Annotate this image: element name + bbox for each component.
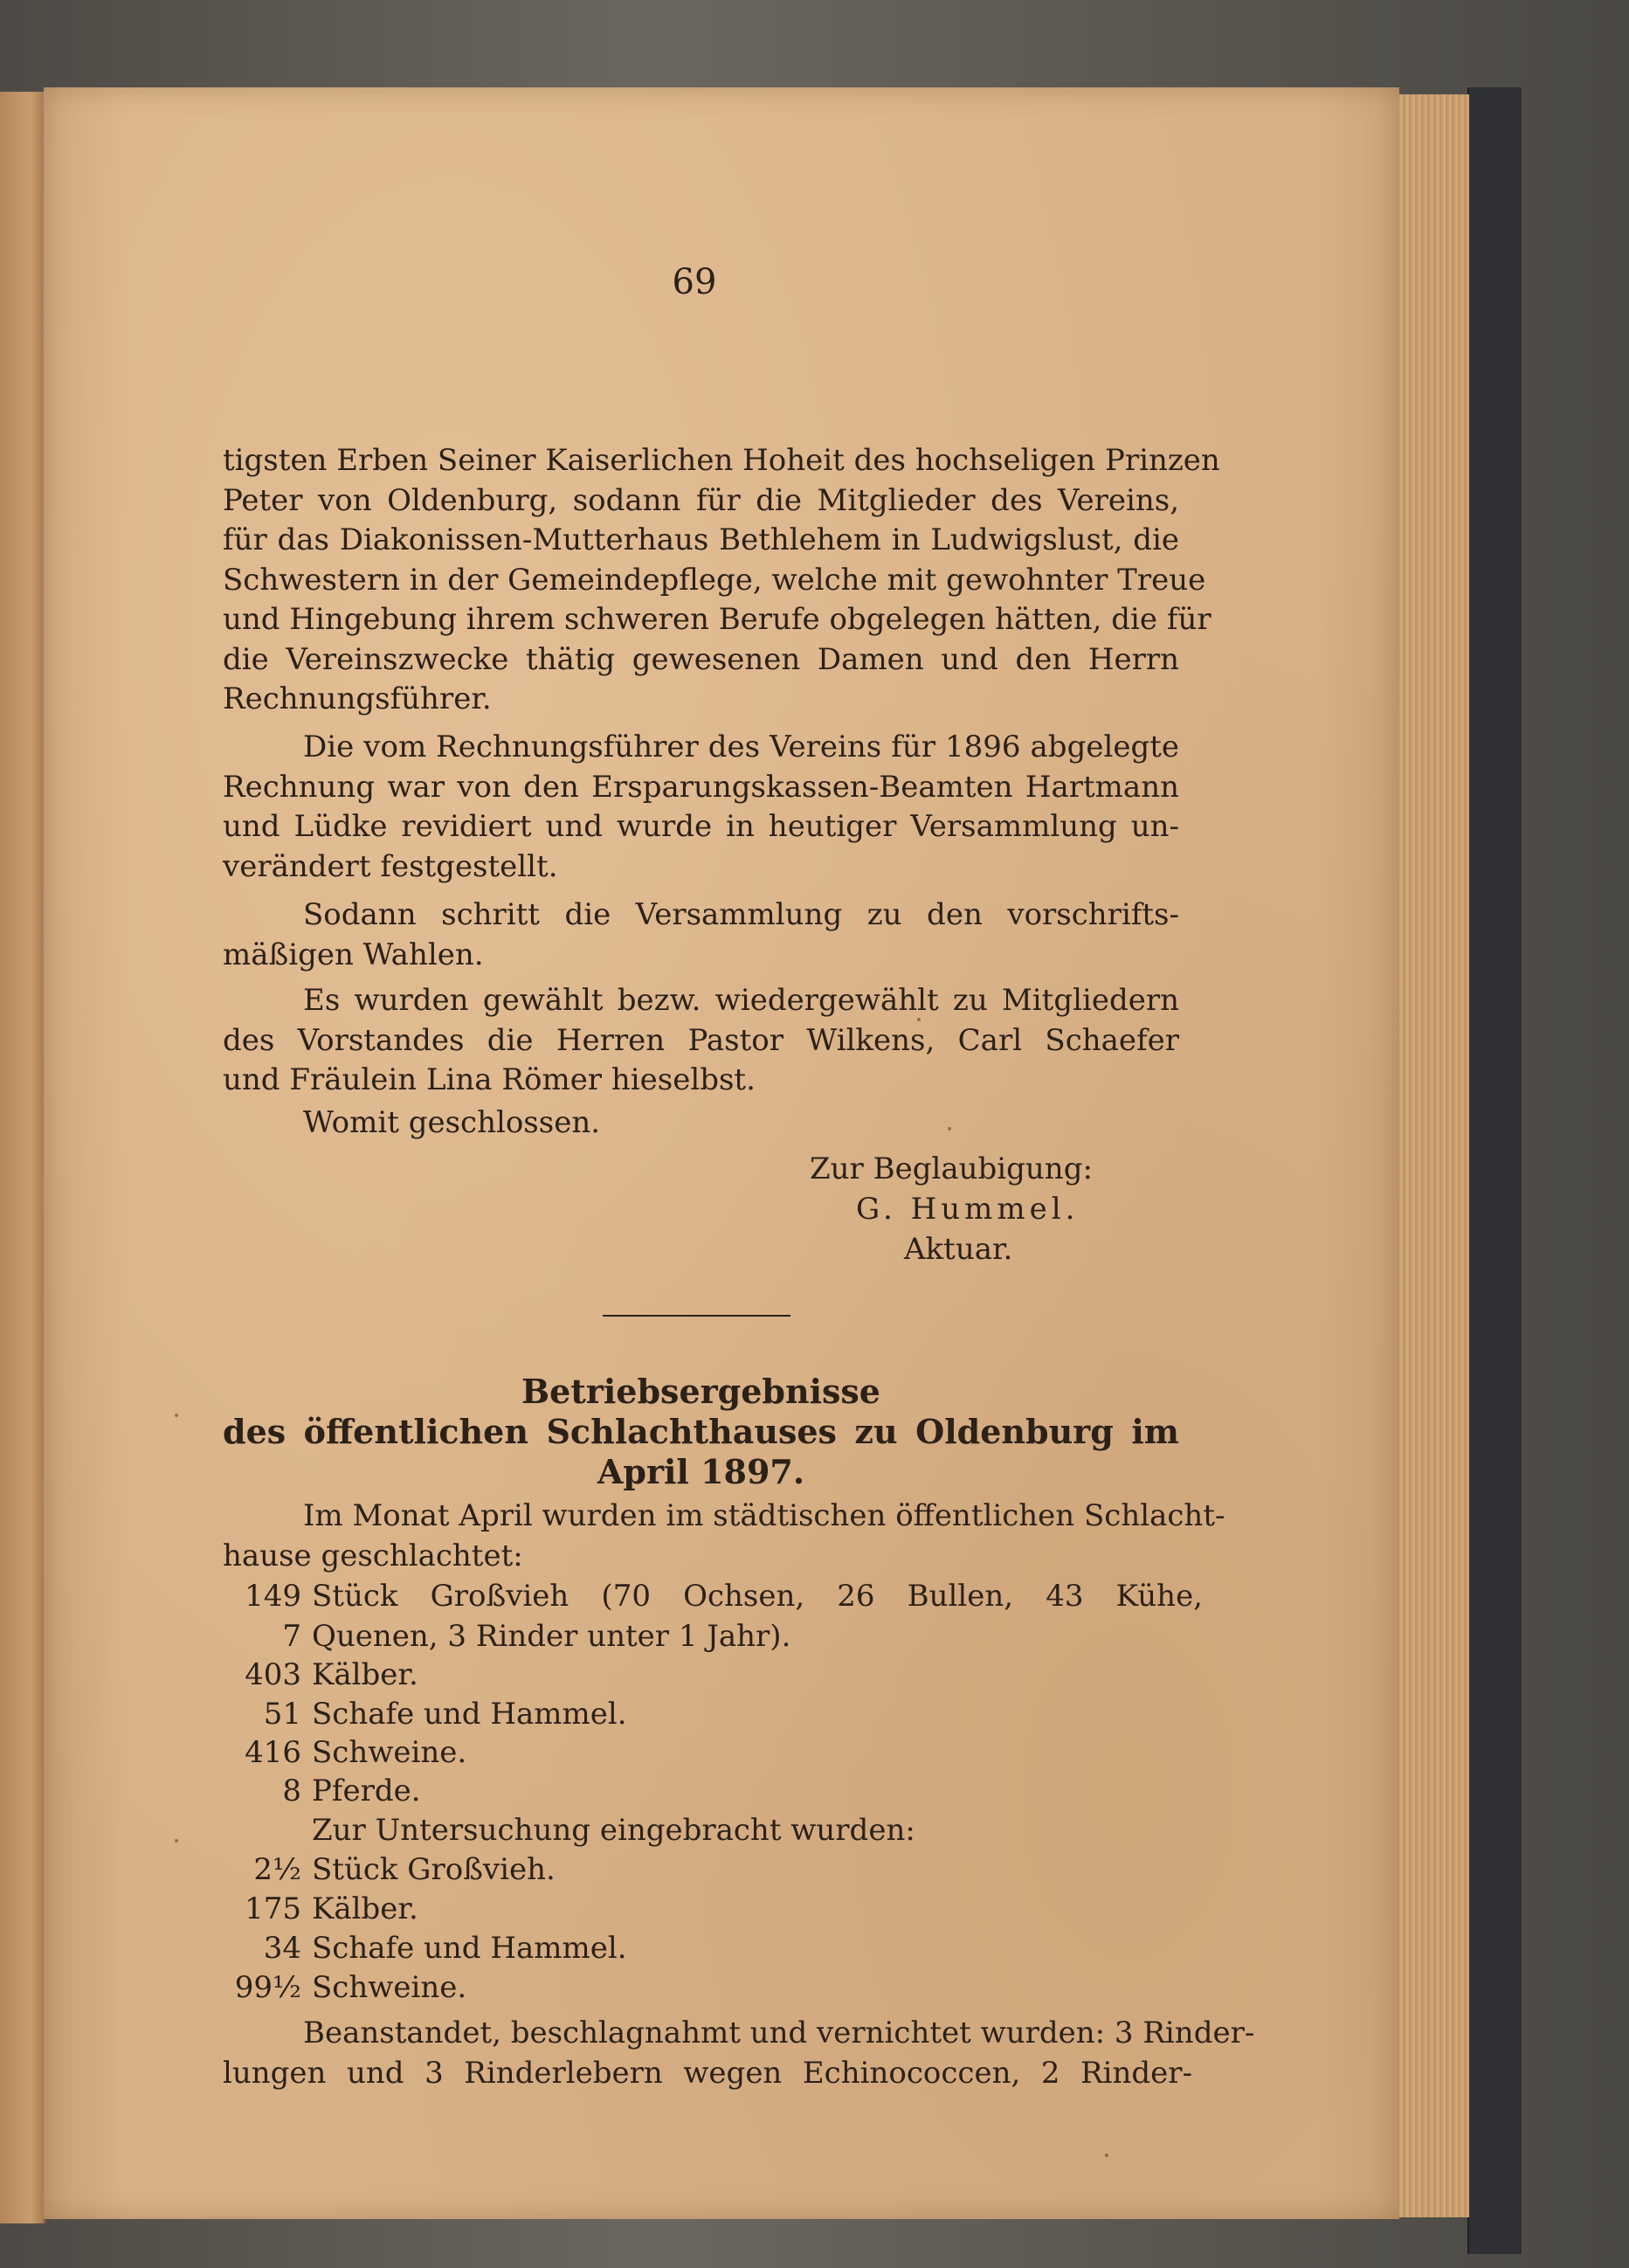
item-count: 7 [282,1619,301,1654]
text-line: mäßigen Wahlen. [223,937,484,972]
text-line: des Vorstandes die Herren Pastor Wilkens, Carl Schaefer [223,1022,1179,1058]
paragraph-3 [223,895,1179,975]
section-intro [223,1497,1225,1576]
text-line: Rechnungsführer. [223,681,492,716]
paragraph-4 [223,981,1179,1101]
section-title-line-3: April 1897. [597,1452,805,1491]
section-divider [603,1315,790,1317]
text-line: Es wurden gewählt bezw. wiedergewählt zu Mitgliedern [303,983,1179,1018]
item-label: Schafe und Hammel. [312,1697,627,1732]
signature-attestation: Zur Beglaubigung: [810,1151,1093,1186]
item-label: Quenen, 3 Rinder unter 1 Jahr). [312,1619,791,1654]
item-count: 51 [263,1697,301,1732]
text-line: und Lüdke revidiert und wurde in heutiger Versammlung un- [223,809,1179,844]
section-title-line-2 [223,1412,1179,1452]
text-line: die Vereinszwecke thätig gewesenen Damen und den Herrn [223,641,1179,677]
item-label: Schweine. [312,1970,467,2005]
paper-speck [175,1414,178,1417]
paper-speck [917,1018,921,1021]
paragraph-2 [223,728,1179,887]
text-line: lungen und 3 Rinderlebern wegen Echinococcen, 2 Rinder- [223,2055,1192,2091]
section-title-line-2-text: des öffentlichen Schlachthauses zu Oldenburg im [223,1412,1179,1451]
page-number: 69 [672,262,717,302]
signature-name: G. Hummel. [856,1192,1080,1227]
text-line: Schwestern in der Gemeindepflege, welche mit gewohnter Treue [223,562,1206,598]
text-line: Sodann schritt die Versammlung zu den vorschrifts- [303,897,1179,932]
text-line: Peter von Oldenburg, sodann für die Mitglieder des Vereins, [223,482,1179,518]
paragraph-1 [223,441,1220,720]
paper-speck [948,1127,951,1131]
examined-heading: Zur Untersuchung eingebracht wurden: [312,1813,915,1848]
item-label: Stück Großvieh. [312,1852,556,1887]
text-line: Im Monat April wurden im städtischen öffentlichen Schlacht- [303,1498,1225,1533]
paper-speck [1105,2154,1108,2157]
paragraph-5 [223,1103,1179,1144]
text-line: Rechnung war von den Ersparungskassen-Beamten Hartmann [223,769,1179,805]
item-count: 175 [245,1891,301,1926]
item-label: Stück Großvieh (70 Ochsen, 26 Bullen, 43 Kühe, [312,1579,1203,1614]
text-line: tigsten Erben Seiner Kaiserlichen Hoheit des hochseligen Prinzen [223,443,1220,478]
item-label: Schweine. [312,1735,467,1770]
left-page-edge [0,92,46,2223]
text-line: verändert festgestellt. [223,848,558,884]
paper-speck [175,1839,178,1843]
book-page [44,87,1399,2219]
page-block-edges [1398,94,1469,2217]
book-cover [1467,87,1522,2254]
item-count: 2½ [253,1852,301,1887]
text-line: Womit geschlossen. [303,1105,601,1140]
item-label: Schafe und Hammel. [312,1931,627,1966]
text-line: hause geschlachtet: [223,1538,523,1573]
text-line: und Fräulein Lina Römer hieselbst. [223,1062,756,1097]
text-line: Die vom Rechnungsführer des Vereins für 1896 abgelegte [303,729,1179,764]
item-count: 8 [282,1774,301,1808]
section-title-line-1: Betriebsergebnisse [521,1372,880,1411]
item-count: 99½ [234,1970,301,2005]
item-count: 403 [245,1657,301,1692]
item-count: 34 [263,1931,301,1966]
text-line: Beanstandet, beschlagnahmt und vernichtet wurden: 3 Rinder- [303,2016,1255,2050]
item-label: Pferde. [312,1774,421,1808]
text-line: und Hingebung ihrem schweren Berufe obgelegen hätten, die für [223,602,1211,637]
item-label: Kälber. [312,1657,418,1692]
item-count: 149 [245,1579,301,1614]
item-count: 416 [245,1735,301,1770]
text-line: für das Diakonissen-Mutterhaus Bethlehem in Ludwigslust, die [223,522,1179,557]
signature-title: Aktuar. [904,1232,1013,1267]
item-label: Kälber. [312,1891,418,1926]
closing-paragraph [223,2014,1255,2093]
